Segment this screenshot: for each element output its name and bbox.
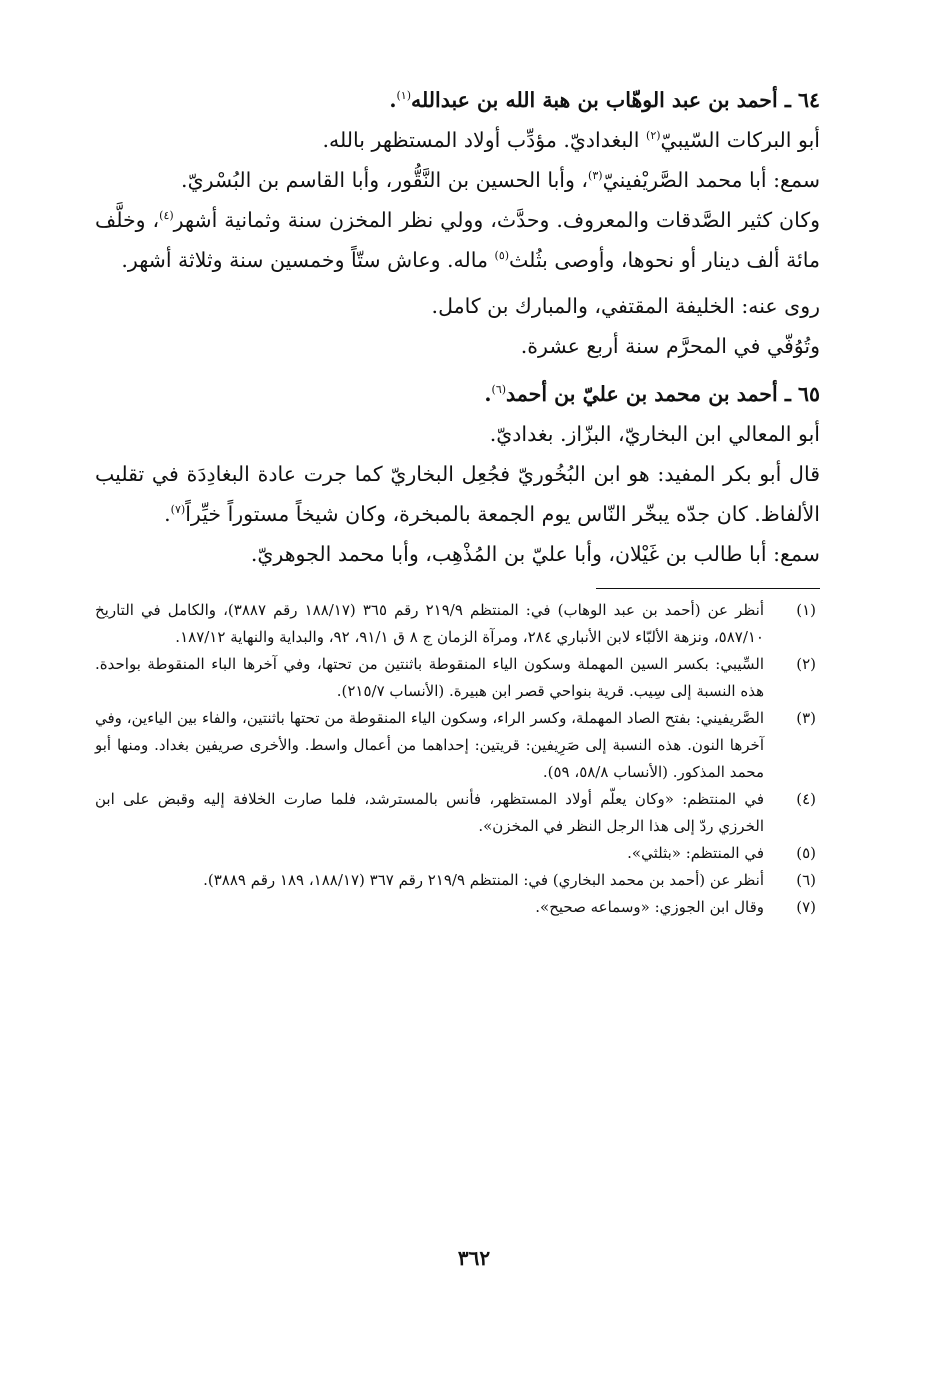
footnote-text: في المنتظم: «بثلثي». bbox=[627, 844, 764, 862]
footnote bbox=[95, 786, 820, 840]
entry-64-heading: ٦٤ ـ أحمد بن عبد الوهّاب بن هبة الله بن عبدالله$^{(١)}$. bbox=[389, 88, 820, 112]
footnote-ref-3[interactable]: (٣) bbox=[588, 169, 603, 183]
footnote-number: (١) bbox=[796, 601, 816, 619]
footnote bbox=[95, 894, 820, 921]
entry-65-heading: ٦٥ ـ أحمد بن محمد بن عليّ بن أحمد$^{(٦)}$. bbox=[484, 382, 820, 406]
footnote-text: السِّيبي: بكسر السين المهملة وسكون الياء المنقوطة باثنتين من تحتها، وفي آخرها الباء المنقوطة بواحدة. هذه النسبة إلى سِيب. قرية بنواحي قصر ابن هبيرة. (الأنساب ٢١٥/٧). bbox=[95, 655, 764, 700]
footnote-text: الصَّريفيني: بفتح الصاد المهملة، وكسر الراء، وسكون الياء المنقوطة من تحتها باثنتين، والفاء بين الياءين، وفي آخرها النون. هذه النسبة إلى صَرِيفين: قريتين: إحداهما من أعمال واسط. والأخرى صريفين بغداد. ومنها أبو محمد المذكور. (الأنساب ٥٨/٨، ٥٩). bbox=[95, 709, 764, 781]
footnote bbox=[95, 840, 820, 867]
entry-64-death: وتُوُفّي في المحرَّم سنة أربع عشرة. bbox=[520, 334, 820, 358]
footnote-text: في المنتظم: «وكان يعلّم أولاد المستظهر، فأنس بالمسترشد، فلما صارت الخلافة إليه وقبض على ابن الخرزي ردّ إلى هذا الرجل النظر في المخزن». bbox=[95, 790, 764, 835]
footnote bbox=[95, 705, 820, 786]
footnote bbox=[95, 867, 820, 894]
footnote-number: (٢) bbox=[796, 655, 816, 673]
entry-64-teachers: سمع: أبا محمد الصَّريْفينيّ$^{(٣)}$، وأبا الحسين بن النَّقُّور، وأبا القاسم بن البُسْريّ. bbox=[181, 168, 820, 192]
footnote-number: (٧) bbox=[796, 898, 816, 916]
footnote-ref-5[interactable]: (٥) bbox=[494, 249, 510, 263]
footnote bbox=[95, 651, 820, 705]
footnote-number: (٦) bbox=[796, 871, 816, 889]
book-page bbox=[95, 80, 820, 921]
entry-65-teachers: سمع: أبا طالب بن غَيْلان، وأبا عليّ بن المُذْهِب، وأبا محمد الجوهريّ. bbox=[250, 542, 820, 566]
entry-64-students: روى عنه: الخليفة المقتفي، والمبارك بن كامل. bbox=[431, 294, 820, 318]
footnote-divider bbox=[596, 588, 820, 589]
footnote-text: أنظر عن (أحمد بن عبد الوهاب) في: المنتظم ٢١٩/٩ رقم ٣٦٥ (١٨٨/١٧ رقم ٣٨٨٧)، والكامل في التاريخ ٥٨٧/١٠، ونزهة الألبّاء لابن الأنباري ٢٨٤، ومرآة الزمان ج ٨ ق ٩١/١، ٩٢، والبداية والنهاية ١٨٧/١٢. bbox=[95, 601, 765, 646]
footnote-number: (٤) bbox=[796, 790, 816, 808]
footnote-ref-4[interactable]: (٤) bbox=[159, 209, 174, 223]
main-text bbox=[95, 80, 820, 574]
footnote-ref-1[interactable]: (١) bbox=[396, 89, 411, 103]
entry-65-quote: قال أبو بكر المفيد: هو ابن البُخُوريّ فجُعِل البخاريّ كما جرت عادة البغادِدَة في تقليب الألفاظ. كان جدّه يبخّر النّاس يوم الجمعة بالمبخرة، وكان شيخاً مستوراً خيِّراً$^{(٧)}$. bbox=[95, 462, 820, 526]
footnote-number: (٥) bbox=[796, 844, 816, 862]
entry-64-kunya: أبو البركات السّيبيّ$^{(٢)}$ البغداديّ. مؤدِّب أولاد المستظهر بالله. bbox=[322, 128, 820, 152]
entry-64-biography: وكان كثير الصَّدقات والمعروف. وحدَّث، وولي نظر المخزن سنة وثمانية أشهر$^{(٤)}$، وخلَّف مائة ألف دينار أو نحوها، وأوصى بثُلث$^{(٥)}$ ماله. وعاش ستّاً وخمسين سنة وثلاثة أشهر. bbox=[95, 208, 820, 272]
footnote-ref-7[interactable]: (٧) bbox=[170, 503, 186, 517]
footnote-text: وقال ابن الجوزي: «وسماعه صحيح». bbox=[535, 898, 764, 916]
footnote-number: (٣) bbox=[796, 709, 816, 727]
page-number: ٣٦٢ bbox=[457, 1246, 491, 1270]
footnote-ref-6[interactable]: (٦) bbox=[491, 383, 507, 397]
entry-65-kunya: أبو المعالي ابن البخاريّ، البزّاز. بغداديّ. bbox=[489, 422, 820, 446]
footnote bbox=[95, 597, 820, 651]
footnotes bbox=[95, 597, 820, 921]
footnote-text: أنظر عن (أحمد بن محمد البخاري) في: المنتظم ٢١٩/٩ رقم ٣٦٧ (١٨٨/١٧، ١٨٩ رقم ٣٨٨٩). bbox=[203, 871, 764, 889]
footnote-ref-2[interactable]: (٢) bbox=[646, 129, 661, 143]
